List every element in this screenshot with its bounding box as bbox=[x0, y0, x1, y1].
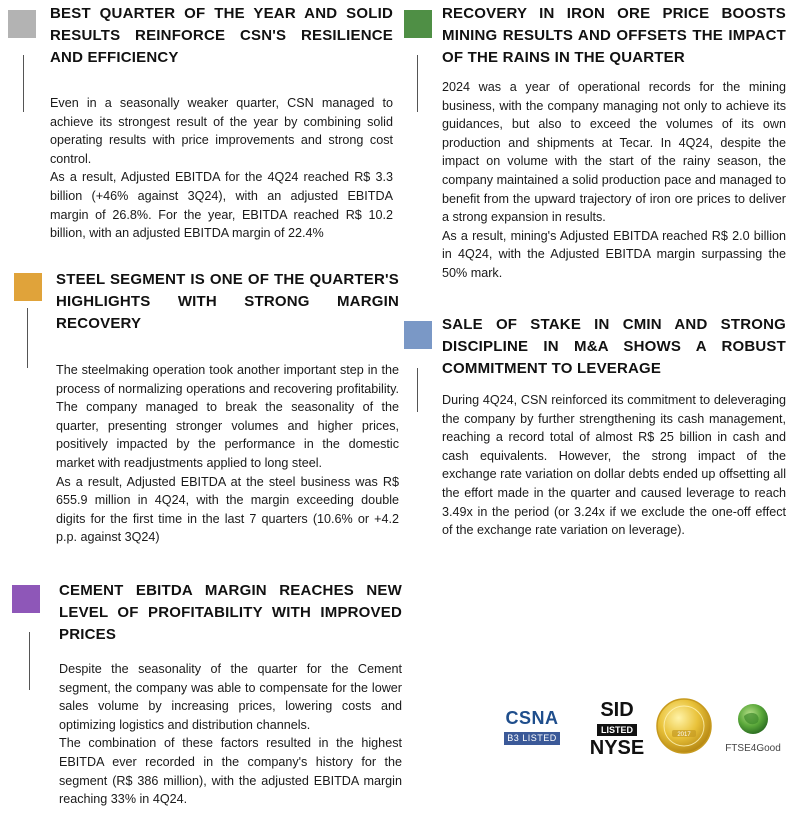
gray-marker bbox=[8, 10, 36, 38]
paragraph: During 4Q24, CSN reinforced its commitment to deleveraging the company by further strengthening its cash management, reaching a record total of almost R$ 25 billion in cash and cash equivalents. However, the strong impact of the exchange rate variation on dollar debts ended up offsetting all the effort made in the quarter and caused leverage to reach 3.49x in the period (or 3.24x if we exclude the one-off effect of the exchange rate variation on leverage). bbox=[442, 393, 786, 538]
paragraph: Even in a seasonally weaker quarter, CSN managed to achieve its strongest result of the year by combining solid operating results with price improvements and strong cost control. bbox=[50, 96, 393, 166]
section-divider-line bbox=[23, 55, 24, 112]
gold-seal-graphic bbox=[654, 696, 714, 756]
gold-seal-icon bbox=[654, 696, 714, 756]
paragraph: As a result, Adjusted EBITDA at the steel business was R$ 655.9 million in 4Q24, with the margin exceeding double digits for the first time in the last 7 quarters (10.6% or +4.2 p.p. against 3Q24) bbox=[56, 474, 399, 545]
green-marker bbox=[404, 10, 432, 38]
section-divider-line bbox=[417, 55, 418, 112]
sid-logo-bottom: NYSE bbox=[589, 737, 645, 759]
paragraph: The combination of these factors resulted in the highest EBITDA ever recorded in the company's history for the segment (R$ 386 million), with the adjusted EBITDA margin reaching 33% in 4Q24. bbox=[59, 736, 402, 807]
paragraph: As a result, mining's Adjusted EBITDA reached R$ 2.0 billion in 4Q24, with the Adjusted EBITDA margin surpassing the 50% mark. bbox=[442, 228, 786, 280]
section-body bbox=[50, 94, 393, 243]
section-body bbox=[442, 78, 786, 283]
section-heading: SALE OF STAKE IN CMIN AND STRONG DISCIPLINE IN M&A SHOWS A ROBUST COMMITMENT TO LEVERAGE bbox=[442, 316, 786, 377]
section-heading: CEMENT EBITDA MARGIN REACHES NEW LEVEL OF PROFITABILITY WITH IMPROVED PRICES bbox=[59, 582, 402, 643]
paragraph: The steelmaking operation took another important step in the process of normalizing operations and recovering profitability. The company managed to break the seasonality of the quarter, presenting stronger volumes and higher prices, positively impacted by the performance in the domestic market with readjustments applied to long steel. bbox=[56, 363, 399, 470]
orange-marker bbox=[14, 273, 42, 301]
sid-logo-mid: LISTED bbox=[597, 724, 637, 736]
section-body bbox=[442, 391, 786, 540]
csna-logo bbox=[497, 708, 567, 748]
section-divider-line bbox=[27, 308, 28, 368]
section-body bbox=[56, 361, 399, 547]
section-body bbox=[59, 660, 402, 809]
sid-nyse-logo bbox=[587, 699, 647, 759]
section-heading: RECOVERY IN IRON ORE PRICE BOOSTS MINING RESULTS AND OFFSETS THE IMPACT OF THE RAINS IN THE QUARTER bbox=[442, 5, 786, 66]
section-divider-line bbox=[29, 632, 30, 690]
sid-logo-top: SID bbox=[600, 699, 634, 721]
section-divider-line bbox=[417, 368, 418, 412]
ftse4good-logo bbox=[718, 702, 788, 754]
csna-logo-name: CSNA bbox=[505, 708, 559, 728]
section-heading: STEEL SEGMENT IS ONE OF THE QUARTER'S HIGHLIGHTS WITH STRONG MARGIN RECOVERY bbox=[56, 271, 399, 332]
paragraph: Despite the seasonality of the quarter for the Cement segment, the company was able to compensate for the lower sales volume by increasing prices, lowering costs and optimizing logistics and distribution channels. bbox=[59, 662, 402, 732]
blue-marker bbox=[404, 321, 432, 349]
purple-marker bbox=[12, 585, 40, 613]
csna-logo-tag: B3 LISTED bbox=[504, 732, 560, 745]
paragraph: 2024 was a year of operational records for the mining business, with the company managing not only to achieve its guidances, but also to exceed the volumes of its own production and shipments at Tecar. In 4Q24, despite the impact on volume with the start of the rainy season, the company maintained a solid production pace and managed to benefit from the upward trajectory of iron ore prices to deliver a strong expansion in results. bbox=[442, 80, 786, 225]
section-heading: BEST QUARTER OF THE YEAR AND SOLID RESULTS REINFORCE CSN'S RESILIENCE AND EFFICIENCY bbox=[50, 5, 393, 66]
globe-icon bbox=[736, 702, 770, 736]
seal-year: 2017 bbox=[677, 732, 691, 738]
paragraph: As a result, Adjusted EBITDA for the 4Q24 reached R$ 3.3 billion (+46% against 3Q24), with an adjusted EBITDA margin of 26.8%. For the year, EBITDA reached R$ 10.2 billion, with an adjusted EBITDA margin of 22.4% bbox=[50, 170, 393, 241]
listing-logos bbox=[492, 690, 792, 760]
ftse-logo-name: FTSE4Good bbox=[725, 743, 781, 754]
